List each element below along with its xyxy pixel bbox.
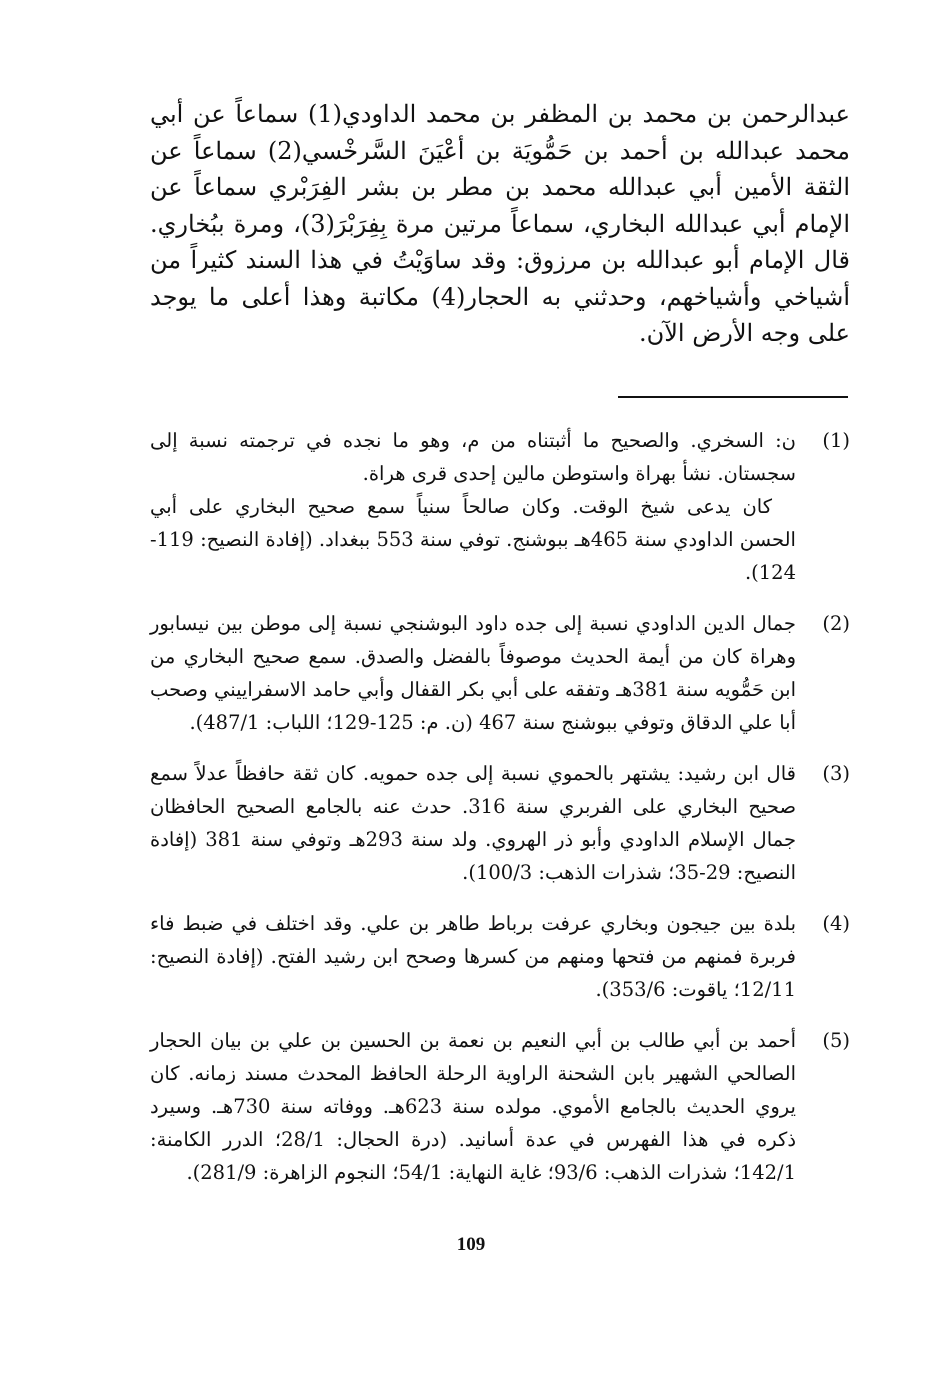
footnote-text: قال ابن رشيد: يشتهر بالحموي نسبة إلى جده حمويه. كان ثقة حافظاً عدلاً سمع صحيح البخاري على الفربري سنة 316. حدث عنه بالجامع الصحيح الحافظان جمال الإسلام الداودي وأبو ذر الهروي. ولد سنة 293هـ وتوفي سنة 381 (إفادة النصيح: 29-35؛ شذرات الذهب: 100/3). xyxy=(150,762,796,884)
footnote-text: ن: السخري. والصحيح ما أثبتناه من م، وهو ما نجده في ترجمته نسبة إلى سجستان. نشأ بهراة واستوطن مالين إحدى قرى هراة. xyxy=(150,429,796,485)
main-text-block xyxy=(150,96,850,352)
footnote-text: أحمد بن أبي طالب بن أبي النعيم بن نعمة بن الحسين بن علي بن بيان الحجار الصالحي الشهير بابن الشحنة الراوية الرحلة الحافظ المحدث مسند زمانه. كان يروي الحديث بالجامع الأموي. مولده سنة 623هـ. ووفاته سنة 730هـ. وسيرد ذكره في هذا الفهرس في عدة أسانيد. (درة الحجال: 28/1؛ الدرر الكامنة: 142/1؛ شذرات الذهب: 93/6؛ غاية النهاية: 54/1؛ النجوم الزاهرة: 281/9). xyxy=(150,1029,797,1184)
footnote-number: (3) xyxy=(822,762,850,785)
footnote-text: كان يدعى شيخ الوقت. وكان صالحاً سنياً سمع صحيح البخاري على أبي الحسن الداودي سنة 465هـ ببوشنج. توفي سنة 553 ببغداد. (إفادة النصيح: 119-124). xyxy=(150,495,796,584)
page-number: 109 xyxy=(456,1234,486,1255)
footnote-text: جمال الدين الداودي نسبة إلى جده داود البوشنجي نسبة إلى موطن بين نيسابور وهراة كان من أيمة الحديث موصوفاً بالفضل والصدق. سمع صحيح البخاري من ابن حَمُّويه سنة 381هـ وتفقه على أبي بكر القفال وأبي حامد الاسفراييني وصحب أبا علي الدقاق وتوفي ببوشنج سنة 467 (ن. م: 125-129؛ اللباب: 487/1). xyxy=(150,612,796,734)
footnote-4 xyxy=(150,907,850,1006)
footnote-number: (4) xyxy=(822,912,850,935)
footnote-number: (5) xyxy=(822,1029,850,1052)
footnote-text: بلدة بين جيجون وبخاري عرفت برباط طاهر بن علي. وقد اختلف في ضبط فاء فربرة فمنهم من فتحها ومنهم من كسرها وصحح ابن رشيد الفتح. (إفادة النصيح: 12/11؛ ياقوت: 353/6). xyxy=(150,912,796,1001)
footnote-number: (1) xyxy=(822,429,850,452)
footnote-2 xyxy=(150,607,850,739)
footnote-separator xyxy=(618,396,848,398)
footnote-1 xyxy=(150,424,850,589)
main-paragraph: عبدالرحمن بن محمد بن المظفر بن محمد الداودي(1) سماعاً عن أبي محمد عبدالله بن أحمد بن حَمُّويَة بن أعْيَنَ السَّرخْسي(2) سماعاً عن الثقة الأمين أبي عبدالله محمد بن مطر بن بشر الفِرَبْري سماعاً عن الإمام أبي عبدالله البخاري، سماعاً مرتين مرة بِفِرَبْرَ(3)، ومرة ببُخاري. قال الإمام أبو عبدالله بن مرزوق: وقد ساوَيْتُ في هذا السند كثيراً من أشياخي وأشياخهم، وحدثني به الحجار(4) مكاتبة وهذا أعلى ما يوجد على وجه الأرض الآن. xyxy=(150,100,851,347)
footnote-number: (2) xyxy=(822,612,850,635)
footnotes xyxy=(150,424,850,1207)
footnote-5 xyxy=(150,1024,850,1189)
footnote-3 xyxy=(150,757,850,889)
